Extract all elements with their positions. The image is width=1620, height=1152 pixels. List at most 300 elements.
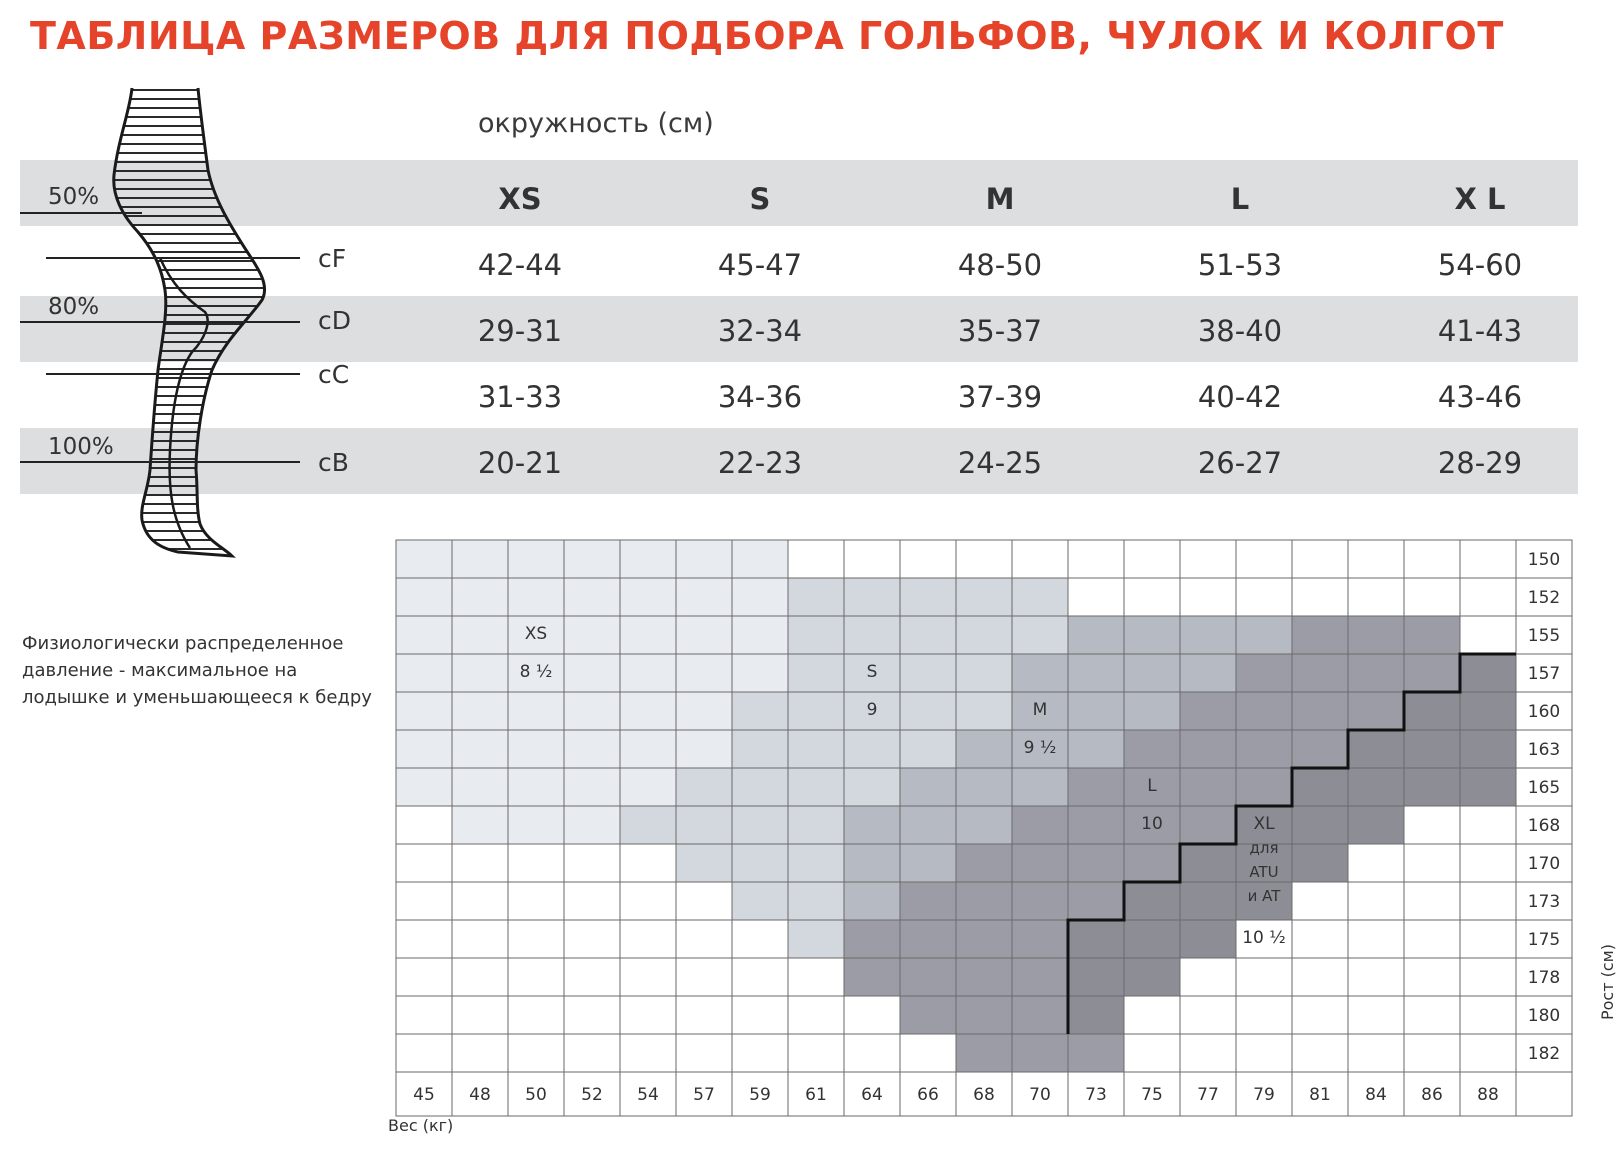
grid-cell	[900, 844, 956, 882]
grid-cell	[1068, 996, 1124, 1034]
grid-cell	[396, 958, 452, 996]
table-cell: 28-29	[1437, 446, 1523, 480]
grid-cell	[1460, 578, 1516, 616]
grid-cell	[1068, 540, 1124, 578]
grid-cell	[452, 540, 508, 578]
grid-cell	[1068, 768, 1124, 806]
grid-cell	[1292, 730, 1348, 768]
table-cell: 41-43	[1437, 314, 1523, 348]
grid-cell	[732, 578, 788, 616]
grid-cell	[1012, 578, 1068, 616]
grid-cell	[508, 578, 564, 616]
grid-cell	[1460, 806, 1516, 844]
grid-cell	[1236, 996, 1292, 1034]
table-cell: 42-44	[477, 248, 563, 282]
size-header-xs: XS	[498, 182, 542, 216]
grid-cell	[1292, 540, 1348, 578]
table-cell: 34-36	[717, 380, 803, 414]
table-cell: 26-27	[1197, 446, 1283, 480]
grid-cell	[956, 996, 1012, 1034]
grid-cell	[1236, 768, 1292, 806]
grid-cell	[956, 844, 1012, 882]
grid-cell	[732, 616, 788, 654]
grid-cell	[396, 806, 452, 844]
grid-cell	[396, 616, 452, 654]
grid-cell	[788, 616, 844, 654]
x-tick-label: 73	[1085, 1085, 1107, 1105]
grid-cell	[900, 958, 956, 996]
zone-code: 10 ½	[1242, 927, 1286, 948]
grid-cell	[564, 654, 620, 692]
grid-cell	[564, 844, 620, 882]
grid-cell	[508, 844, 564, 882]
grid-cell	[1292, 578, 1348, 616]
grid-cell	[900, 692, 956, 730]
grid-cell	[1292, 692, 1348, 730]
grid-cell	[1180, 958, 1236, 996]
y-tick-label: 165	[1527, 778, 1561, 798]
grid-cell	[956, 616, 1012, 654]
x-tick-label: 50	[525, 1085, 547, 1105]
grid-cell	[1348, 920, 1404, 958]
grid-cell	[1404, 654, 1460, 692]
grid-cell	[676, 882, 732, 920]
zone-code: 10	[1141, 813, 1163, 834]
y-tick-label: 168	[1527, 816, 1561, 836]
grid-cell	[396, 920, 452, 958]
grid-cell	[844, 578, 900, 616]
grid-cell	[844, 920, 900, 958]
grid-cell	[1404, 958, 1460, 996]
grid-cell	[396, 1034, 452, 1072]
grid-cell	[956, 730, 1012, 768]
grid-cell	[1180, 806, 1236, 844]
size-header-m: M	[985, 182, 1015, 216]
x-axis-label: Вес (кг)	[388, 1116, 454, 1135]
grid-cell	[1180, 768, 1236, 806]
grid-cell	[1068, 616, 1124, 654]
grid-cell	[844, 958, 900, 996]
grid-cell	[564, 540, 620, 578]
grid-cell	[1404, 692, 1460, 730]
y-tick-label: 152	[1527, 588, 1561, 608]
grid-cell	[1236, 654, 1292, 692]
grid-cell	[1236, 540, 1292, 578]
grid-cell	[1012, 1034, 1068, 1072]
y-tick-label: 178	[1527, 968, 1561, 988]
grid-cell	[1404, 616, 1460, 654]
grid-cell	[564, 768, 620, 806]
grid-cell	[1404, 920, 1460, 958]
grid-cell	[732, 768, 788, 806]
zone-code: 9 ½	[1023, 737, 1057, 758]
grid-cell	[676, 768, 732, 806]
table-cell: 45-47	[717, 248, 803, 282]
y-axis-label: Рост (см)	[1598, 944, 1617, 1020]
grid-cell	[564, 616, 620, 654]
grid-cell	[900, 920, 956, 958]
grid-cell	[1460, 730, 1516, 768]
grid-cell	[1348, 996, 1404, 1034]
grid-cell	[396, 844, 452, 882]
grid-cell	[1292, 958, 1348, 996]
grid-cell	[508, 1034, 564, 1072]
grid-cell	[620, 616, 676, 654]
grid-cell	[732, 540, 788, 578]
table-cell: 37-39	[957, 380, 1043, 414]
grid-cell	[1068, 882, 1124, 920]
grid-cell	[452, 692, 508, 730]
x-tick-label: 81	[1309, 1085, 1331, 1105]
grid-cell	[508, 768, 564, 806]
grid-cell	[732, 920, 788, 958]
x-tick-label: 68	[973, 1085, 995, 1105]
grid-cell	[452, 882, 508, 920]
grid-cell	[1292, 920, 1348, 958]
grid-cell	[900, 768, 956, 806]
x-tick-label: 77	[1197, 1085, 1219, 1105]
x-tick-label: 70	[1029, 1085, 1051, 1105]
grid-cell	[452, 996, 508, 1034]
grid-cell	[676, 692, 732, 730]
grid-cell	[564, 882, 620, 920]
grid-cell	[844, 996, 900, 1034]
grid-cell	[900, 540, 956, 578]
grid-cell	[1124, 882, 1180, 920]
grid-cell	[620, 540, 676, 578]
grid-cell	[396, 654, 452, 692]
grid-cell	[956, 654, 1012, 692]
grid-cell	[1348, 768, 1404, 806]
grid-cell	[788, 692, 844, 730]
grid-cell	[1348, 882, 1404, 920]
grid-cell	[1460, 654, 1516, 692]
grid-cell	[956, 806, 1012, 844]
grid-cell	[900, 1034, 956, 1072]
y-tick-label: 180	[1527, 1006, 1561, 1026]
grid-cell	[676, 806, 732, 844]
grid-cell	[1348, 616, 1404, 654]
grid-cell	[1460, 1034, 1516, 1072]
grid-cell	[900, 654, 956, 692]
grid-cell	[452, 844, 508, 882]
grid-cell	[508, 730, 564, 768]
grid-cell	[452, 768, 508, 806]
grid-cell	[564, 1034, 620, 1072]
grid-cell	[508, 958, 564, 996]
grid-cell	[1124, 844, 1180, 882]
size-header-xl: X L	[1454, 182, 1506, 216]
grid-cell	[956, 578, 1012, 616]
grid-cell	[1124, 578, 1180, 616]
grid-cell	[452, 578, 508, 616]
zone-code: 9	[866, 699, 878, 720]
size-header-s: S	[749, 182, 771, 216]
grid-cell	[1348, 958, 1404, 996]
grid-cell	[1068, 958, 1124, 996]
zone-label: L	[1147, 775, 1157, 796]
table-cell: 24-25	[957, 446, 1043, 480]
y-tick-label: 175	[1527, 930, 1561, 950]
grid-cell	[676, 920, 732, 958]
zone-code: 8 ½	[519, 661, 553, 682]
grid-cell	[1348, 654, 1404, 692]
grid-cell	[1460, 996, 1516, 1034]
grid-cell	[620, 578, 676, 616]
grid-cell	[1460, 768, 1516, 806]
grid-cell	[732, 996, 788, 1034]
y-tick-label: 157	[1527, 664, 1561, 684]
grid-cell	[1236, 730, 1292, 768]
grid-cell	[564, 996, 620, 1034]
grid-cell	[1236, 616, 1292, 654]
page-title: ТАБЛИЦА РАЗМЕРОВ ДЛЯ ПОДБОРА ГОЛЬФОВ, ЧУЛОК И КОЛГОТ	[30, 14, 1504, 58]
grid-cell	[1068, 692, 1124, 730]
grid-cell	[620, 958, 676, 996]
x-tick-label: 75	[1141, 1085, 1163, 1105]
grid-cell	[1068, 654, 1124, 692]
grid-cell	[452, 616, 508, 654]
table-cell: 31-33	[477, 380, 563, 414]
grid-cell	[1292, 806, 1348, 844]
grid-cell	[1180, 920, 1236, 958]
grid-cell	[900, 996, 956, 1034]
corner-cell	[1516, 1072, 1572, 1116]
grid-cell	[1180, 578, 1236, 616]
grid-cell	[1124, 654, 1180, 692]
table-cell: 20-21	[477, 446, 563, 480]
grid-cell	[788, 958, 844, 996]
grid-cell	[1068, 1034, 1124, 1072]
pressure-label-ankle: 100%	[48, 434, 114, 460]
table-cell: 51-53	[1197, 248, 1283, 282]
zone-label: для	[1249, 838, 1279, 857]
y-tick-label: 150	[1527, 550, 1561, 570]
grid-cell	[1012, 844, 1068, 882]
grid-cell	[956, 768, 1012, 806]
grid-cell	[1404, 1034, 1460, 1072]
x-tick-label: 54	[637, 1085, 659, 1105]
zone-label: XS	[524, 623, 548, 644]
grid-cell	[1012, 996, 1068, 1034]
table-cell: 43-46	[1437, 380, 1523, 414]
grid-cell	[1404, 844, 1460, 882]
table-cell: 35-37	[957, 314, 1043, 348]
grid-cell	[676, 654, 732, 692]
grid-cell	[620, 996, 676, 1034]
grid-cell	[452, 806, 508, 844]
size-header-l: L	[1230, 182, 1250, 216]
grid-cell	[1124, 996, 1180, 1034]
grid-cell	[1292, 654, 1348, 692]
grid-cell	[1124, 540, 1180, 578]
zone-label: S	[866, 661, 878, 682]
grid-cell	[1236, 958, 1292, 996]
grid-cell	[1292, 1034, 1348, 1072]
grid-cell	[1348, 578, 1404, 616]
grid-cell	[1180, 882, 1236, 920]
y-tick-label: 173	[1527, 892, 1561, 912]
grid-cell	[1012, 616, 1068, 654]
grid-cell	[732, 692, 788, 730]
grid-cell	[1348, 540, 1404, 578]
table-cell: 32-34	[717, 314, 803, 348]
grid-cell	[788, 882, 844, 920]
grid-cell	[1180, 730, 1236, 768]
table-cell: 29-31	[477, 314, 563, 348]
grid-cell	[1236, 692, 1292, 730]
grid-cell	[1348, 1034, 1404, 1072]
grid-cell	[844, 806, 900, 844]
grid-cell	[956, 882, 1012, 920]
grid-cell	[1460, 844, 1516, 882]
grid-cell	[844, 882, 900, 920]
zone-label: M	[1032, 699, 1048, 720]
grid-cell	[732, 882, 788, 920]
grid-cell	[1068, 806, 1124, 844]
grid-cell	[1348, 806, 1404, 844]
grid-cell	[732, 1034, 788, 1072]
grid-cell	[956, 692, 1012, 730]
grid-cell	[788, 540, 844, 578]
grid-cell	[732, 730, 788, 768]
x-tick-label: 59	[749, 1085, 771, 1105]
pressure-note: Физиологически распределенное давление - максимальное на лодышке и уменьшающееся к бедру	[22, 633, 372, 708]
y-tick-label: 182	[1527, 1044, 1561, 1064]
pressure-label-thigh: 50%	[48, 184, 100, 210]
grid-cell	[732, 654, 788, 692]
grid-cell	[508, 806, 564, 844]
grid-cell	[1180, 616, 1236, 654]
grid-cell	[1460, 882, 1516, 920]
grid-cell	[620, 806, 676, 844]
grid-cell	[788, 844, 844, 882]
grid-cell	[620, 692, 676, 730]
grid-cell	[1124, 920, 1180, 958]
x-tick-label: 57	[693, 1085, 715, 1105]
x-tick-label: 64	[861, 1085, 883, 1105]
grid-cell	[620, 654, 676, 692]
grid-cell	[1460, 920, 1516, 958]
grid-cell	[1460, 958, 1516, 996]
grid-cell	[900, 578, 956, 616]
grid-cell	[1012, 654, 1068, 692]
grid-cell	[1404, 540, 1460, 578]
grid-cell	[1292, 768, 1348, 806]
grid-cell	[1460, 692, 1516, 730]
grid-cell	[1124, 616, 1180, 654]
grid-cell	[1180, 1034, 1236, 1072]
grid-cell	[788, 768, 844, 806]
grid-cell	[844, 540, 900, 578]
grid-cell	[1180, 844, 1236, 882]
grid-cell	[1068, 730, 1124, 768]
grid-cell	[1180, 654, 1236, 692]
grid-cell	[900, 806, 956, 844]
y-tick-label: 160	[1527, 702, 1561, 722]
grid-cell	[1012, 806, 1068, 844]
x-tick-label: 52	[581, 1085, 603, 1105]
grid-cell	[676, 844, 732, 882]
grid-cell	[452, 730, 508, 768]
grid-cell	[564, 578, 620, 616]
grid-cell	[1012, 882, 1068, 920]
grid-cell	[788, 806, 844, 844]
x-tick-label: 79	[1253, 1085, 1275, 1105]
grid-cell	[788, 920, 844, 958]
grid-cell	[620, 882, 676, 920]
grid-cell	[844, 616, 900, 654]
grid-cell	[844, 730, 900, 768]
grid-cell	[508, 920, 564, 958]
grid-cell	[676, 540, 732, 578]
grid-cell	[396, 578, 452, 616]
grid-cell	[1236, 1034, 1292, 1072]
grid-cell	[844, 768, 900, 806]
grid-cell	[508, 882, 564, 920]
grid-cell	[788, 578, 844, 616]
x-tick-label: 86	[1421, 1085, 1443, 1105]
grid-cell	[1236, 578, 1292, 616]
grid-cell	[676, 996, 732, 1034]
grid-cell	[620, 920, 676, 958]
grid-cell	[1124, 1034, 1180, 1072]
grid-cell	[956, 920, 1012, 958]
zone-label: и AT	[1247, 886, 1281, 905]
grid-cell	[1068, 920, 1124, 958]
measure-label-cb: cB	[318, 448, 349, 477]
circumference-caption: окружность (см)	[478, 108, 714, 139]
table-cell: 40-42	[1197, 380, 1283, 414]
grid-cell	[1292, 616, 1348, 654]
grid-cell	[1404, 882, 1460, 920]
y-tick-label: 163	[1527, 740, 1561, 760]
grid-cell	[788, 730, 844, 768]
measure-label-cc: cC	[318, 360, 350, 389]
x-tick-label: 84	[1365, 1085, 1387, 1105]
grid-cell	[1348, 730, 1404, 768]
grid-cell	[1012, 768, 1068, 806]
x-tick-label: 45	[413, 1085, 435, 1105]
grid-cell	[956, 540, 1012, 578]
grid-cell	[956, 958, 1012, 996]
zone-label: ATU	[1249, 862, 1279, 881]
grid-cell	[620, 730, 676, 768]
grid-cell	[676, 578, 732, 616]
grid-cell	[676, 958, 732, 996]
grid-cell	[676, 616, 732, 654]
grid-cell	[1404, 578, 1460, 616]
grid-cell	[1404, 730, 1460, 768]
grid-cell	[1348, 844, 1404, 882]
grid-cell	[1404, 996, 1460, 1034]
pressure-label-knee: 80%	[48, 294, 100, 320]
grid-cell	[396, 730, 452, 768]
grid-cell	[1012, 540, 1068, 578]
grid-cell	[1404, 768, 1460, 806]
grid-cell	[956, 1034, 1012, 1072]
grid-cell	[732, 806, 788, 844]
table-cell: 22-23	[717, 446, 803, 480]
measure-label-cf: cF	[318, 244, 347, 273]
y-tick-label: 170	[1527, 854, 1561, 874]
x-tick-label: 61	[805, 1085, 827, 1105]
grid-cell	[564, 692, 620, 730]
grid-cell	[1068, 844, 1124, 882]
grid-cell	[1124, 692, 1180, 730]
grid-cell	[1292, 882, 1348, 920]
grid-cell	[452, 920, 508, 958]
